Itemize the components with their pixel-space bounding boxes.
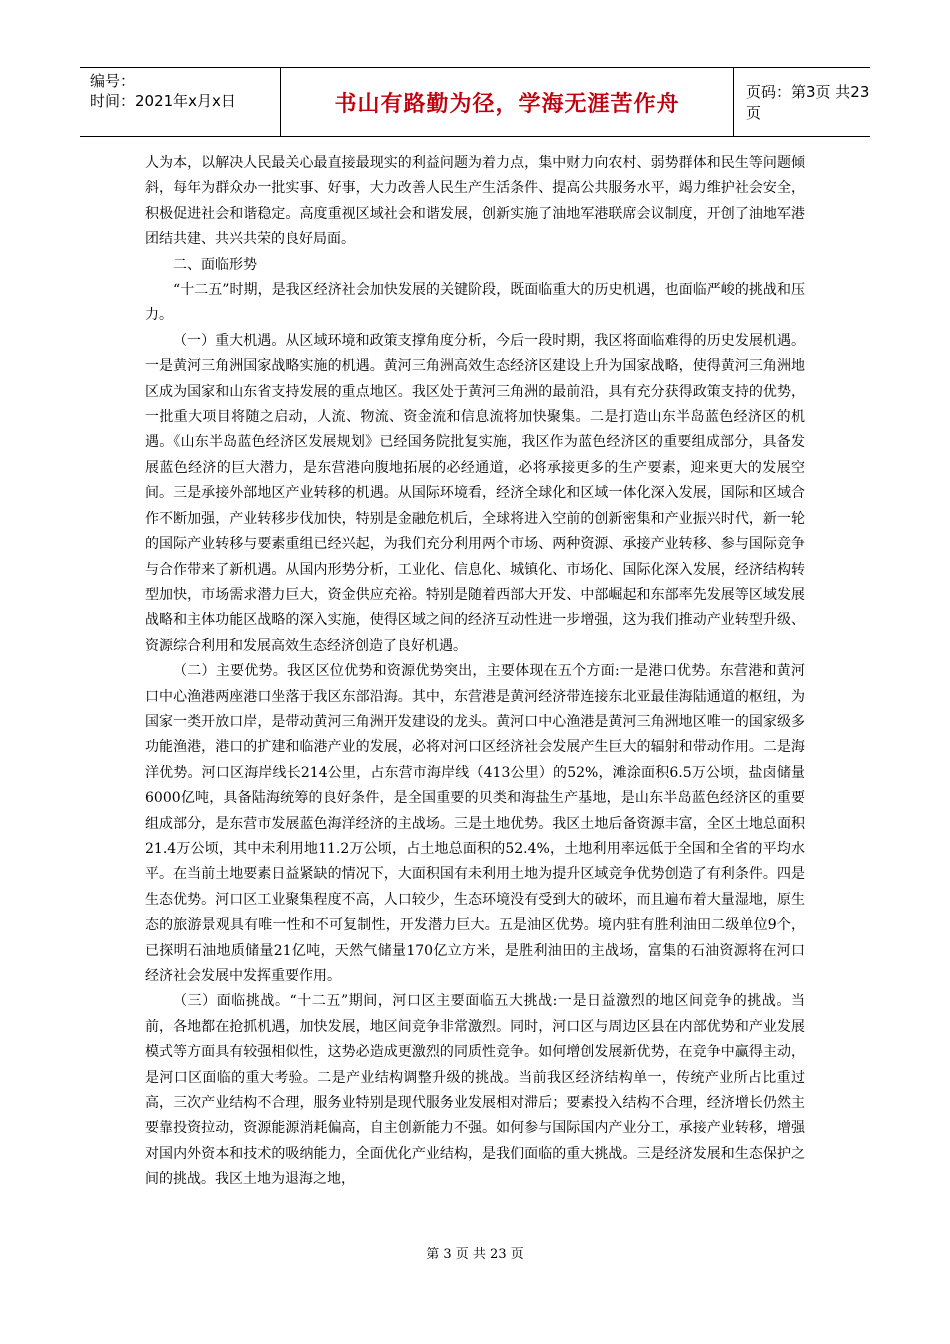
body-paragraph: 人为本，以解决人民最关心最直接最现实的利益问题为着力点，集中财力向农村、弱势群体和民生等问题倾斜，每年为群众办一批实事、好事，大力改善人民生产生活条件、提高公共服务水平，竭力维护社会安全，积极促进社会和谐稳定。高度重视区域社会和谐发展，创新实施了油地军港联席会议制度，开创了油地军港团结共建、共兴共荣的良好局面。 xyxy=(145,155,805,248)
document-time-label: 时间：2021年x月x日 xyxy=(90,92,236,110)
body-paragraph: “十二五”时期，是我区经济社会加快发展的关键阶段，既面临重大的历史机遇，也面临严峻的挑战和压力。 xyxy=(145,282,805,324)
section-heading: 二、面临形势 xyxy=(173,256,257,273)
page-footer: 第 3 页 共 23 页 xyxy=(426,1247,524,1262)
document-number-label: 编号： xyxy=(90,72,136,90)
page-header xyxy=(80,67,870,137)
header-page-number: 页码：第3页 共23页 xyxy=(746,83,870,122)
header-meta xyxy=(80,68,280,136)
body-paragraph: （一）重大机遇。从区域环境和政策支撑角度分析，今后一段时期，我区将面临难得的历史发展机遇。一是黄河三角洲国家战略实施的机遇。黄河三角洲高效生态经济区建设上升为国家战略，使得黄河三角洲地区成为国家和山东省支持发展的重点地区。我区处于黄河三角洲的最前沿，具有充分获得政策支持的优势，一批重大项目将随之启动，人流、物流、资金流和信息流将加快聚集。二是打造山东半岛蓝色经济区的机遇。《山东半岛蓝色经济区发展规划》已经国务院批复实施，我区作为蓝色经济区的重要组成部分，具备发展蓝色经济的巨大潜力，是东营港向腹地拓展的必经通道，必将承接更多的生产要素，迎来更大的发展空间。三是承接外部地区产业转移的机遇。从国际环境看，经济全球化和区域一体化深入发展，国际和区域合作不断加强，产业转移步伐加快，特别是金融危机后，全球将进入空前的创新密集和产业振兴时代，新一轮的国际产业转移与要素重组已经兴起，为我们充分利用两个市场、两种资源、承接产业转移、参与国际竞争与合作带来了新机遇。从国内形势分析，工业化、信息化、城镇化、市场化、国际化深入发展，经济结构转型加快，市场需求潜力巨大，资金供应充裕。特别是随着西部大开发、中部崛起和东部率先发展等区域发展战略和主体功能区战略的深入实施，使得区域之间的经济互动性进一步增强，这为我们推动产业转型升级、资源综合利用和发展高效生态经济创造了良好机遇。 xyxy=(145,332,805,654)
header-page-cell xyxy=(734,68,870,136)
document-body xyxy=(145,151,805,1193)
header-motto-cell xyxy=(280,68,734,136)
body-paragraph: （二）主要优势。我区区位优势和资源优势突出，主要体现在五个方面:一是港口优势。东营港和黄河口中心渔港两座港口坐落于我区东部沿海。其中，东营港是黄河经济带连接东北亚最佳海陆通道的枢纽，为国家一类开放口岸，是带动黄河三角洲开发建设的龙头。黄河口中心渔港是黄河三角洲地区唯一的国家级多功能渔港，港口的扩建和临港产业的发展，必将对河口区经济社会发展产生巨大的辐射和带动作用。二是海洋优势。河口区海岸线长214公里，占东营市海岸线（413公里）的52%，滩涂面积6.5万公顷，盐卤储量6000亿吨，具备陆海统筹的良好条件，是全国重要的贝类和海盐生产基地，是山东半岛蓝色经济区的重要组成部分，是东营市发展蓝色海洋经济的主战场。三是土地优势。我区土地后备资源丰富，全区土地总面积21.4万公顷，其中未利用地11.2万公顷，占土地总面积的52.4%，土地利用率远低于全国和全省的平均水平。在当前土地要素日益紧缺的情况下，大面积国有未利用土地为提升区域竞争优势创造了有利条件。四是生态优势。河口区工业聚集程度不高，人口较少，生态环境没有受到大的破坏，而且遍布着大量湿地，原生态的旅游景观具有唯一性和不可复制性，开发潜力巨大。五是油区优势。境内驻有胜利油田二级单位9个，已探明石油地质储量21亿吨，天然气储量170亿立方米，是胜利油田的主战场，富集的石油资源将在河口经济社会发展中发挥重要作用。 xyxy=(145,663,805,984)
header-motto: 书山有路勤为径，学海无涯苦作舟 xyxy=(334,91,680,117)
body-paragraph: （三）面临挑战。“十二五”期间，河口区主要面临五大挑战:一是日益激烈的地区间竞争的挑战。当前，各地都在抢抓机遇，加快发展，地区间竞争非常激烈。同时，河口区与周边区县在内部优势和产业发展模式等方面具有较强相似性，这势必造成更激烈的同质性竞争。如何增创发展新优势，在竞争中赢得主动，是河口区面临的重大考验。二是产业结构调整升级的挑战。当前我区经济结构单一，传统产业所占比重过高，三次产业结构不合理，服务业特别是现代服务业发展相对滞后；要素投入结构不合理，经济增长仍然主要靠投资拉动，资源能源消耗偏高，自主创新能力不强。如何参与国际国内产业分工，承接产业转移，增强对国内外资本和技术的吸纳能力，全面优化产业结构，是我们面临的重大挑战。三是经济发展和生态保护之间的挑战。我区土地为退海之地， xyxy=(145,993,805,1188)
